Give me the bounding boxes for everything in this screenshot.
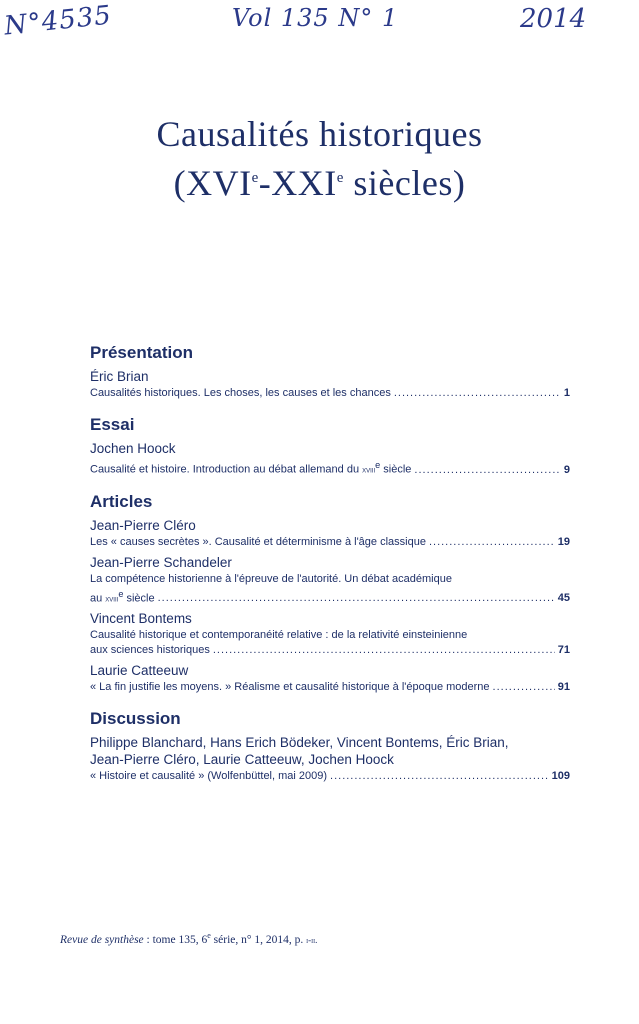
entry-author: Laurie Catteeuw (90, 663, 189, 679)
entry-title: « Histoire et causalité » (Wolfenbüttel, mai 2009) (90, 770, 328, 783)
title-century-end: -XXI (258, 163, 337, 203)
entry-title: Causalité historique et contemporanéité relative : de la relativité einsteinienne (90, 629, 468, 642)
entry-title-cont: aux sciences historiques (90, 644, 210, 657)
entry-title-line (90, 680, 570, 695)
entry-page: 91 (557, 681, 570, 694)
entry-title-text: au (90, 592, 106, 605)
entry-title-line (90, 643, 570, 658)
entry-author: Éric Brian (90, 369, 149, 384)
citation-volume: : tome 135, 6 (143, 933, 208, 946)
century-sup: e (118, 588, 124, 599)
issue-title (0, 112, 639, 205)
entry-title-text: Causalité et histoire. Introduction au débat allemand du (90, 463, 363, 476)
section-heading: Discussion (90, 709, 181, 729)
leader-dots (394, 386, 561, 401)
entry-page: 109 (551, 770, 570, 783)
entry-authors-line-2: Jean-Pierre Cléro, Laurie Catteeuw, Jochen Hoock (90, 752, 394, 768)
toc-entry[interactable] (90, 735, 570, 784)
century-numeral: xviii (105, 593, 119, 604)
entry-author: Jean-Pierre Cléro (90, 517, 196, 533)
handwritten-number: N°4535 (2, 0, 114, 42)
citation-sup: e (207, 931, 211, 940)
entry-title-end: siècle (380, 463, 412, 476)
century-sup: e (375, 460, 381, 470)
handwritten-volume: Vol 135 N° 1 (232, 4, 399, 32)
toc-entry[interactable] (90, 555, 570, 607)
section-essai (90, 415, 570, 478)
entry-title-line (90, 587, 570, 607)
entry-authors-line-1: Philippe Blanchard, Hans Erich Bödeker, Vincent Bontems, Éric Brian, (90, 735, 509, 751)
entry-author: Jean-Pierre Schandeler (90, 554, 232, 570)
title-centuries-word: siècles) (343, 163, 466, 203)
entry-title-line (90, 535, 570, 550)
section-discussion (90, 709, 570, 784)
entry-title: Causalités historiques. Les choses, les causes et les chances (90, 387, 391, 399)
entry-title (90, 458, 411, 478)
section-heading: Essai (90, 415, 135, 434)
journal-citation (60, 931, 317, 946)
leader-dots (493, 680, 555, 695)
citation-pages: i-ii. (306, 934, 318, 945)
entry-author: Jochen Hoock (90, 441, 176, 456)
century-numeral: xviii (362, 464, 376, 475)
title-line-2 (0, 156, 639, 205)
toc-entry[interactable] (90, 518, 570, 550)
entry-title-line (90, 458, 570, 478)
entry-page: 19 (557, 535, 570, 548)
journal-name: Revue de synthèse (60, 933, 144, 946)
table-of-contents (90, 343, 570, 798)
entry-title-line (90, 769, 570, 784)
entry-title-cont (90, 587, 155, 607)
entry-author: Vincent Bontems (90, 611, 192, 627)
section-articles (90, 492, 570, 696)
toc-entry[interactable] (90, 663, 570, 695)
entry-title: Les « causes secrètes ». Causalité et déterminisme à l'âge classique (90, 535, 426, 548)
title-sup-2: e (336, 170, 344, 186)
toc-entry[interactable] (90, 369, 570, 401)
entry-page: 1 (563, 387, 570, 399)
entry-title-end: siècle (123, 592, 155, 605)
title-sup-1: e (251, 170, 259, 186)
title-line-1: Causalités historiques (156, 114, 483, 154)
entry-page: 45 (557, 592, 570, 605)
leader-dots (429, 535, 555, 550)
section-heading: Articles (90, 491, 153, 511)
entry-title-line (90, 386, 570, 401)
leader-dots (414, 463, 560, 478)
section-presentation (90, 343, 570, 401)
toc-entry[interactable] (90, 441, 570, 478)
leader-dots (213, 643, 555, 658)
toc-entry[interactable] (90, 611, 570, 658)
entry-title: « La fin justifie les moyens. » Réalisme et causalité historique à l'époque moderne (90, 681, 490, 694)
citation-series: série, n° 1, 2014, p. (210, 933, 307, 946)
handwritten-year: 2014 (520, 4, 587, 34)
entry-title: La compétence historienne à l'épreuve de l'autorité. Un débat académique (90, 572, 452, 585)
entry-page: 71 (557, 644, 570, 657)
leader-dots (158, 591, 555, 606)
section-heading: Présentation (90, 343, 193, 362)
entry-page: 9 (563, 463, 570, 476)
leader-dots (330, 769, 549, 784)
title-century-start: (XVI (173, 163, 252, 203)
